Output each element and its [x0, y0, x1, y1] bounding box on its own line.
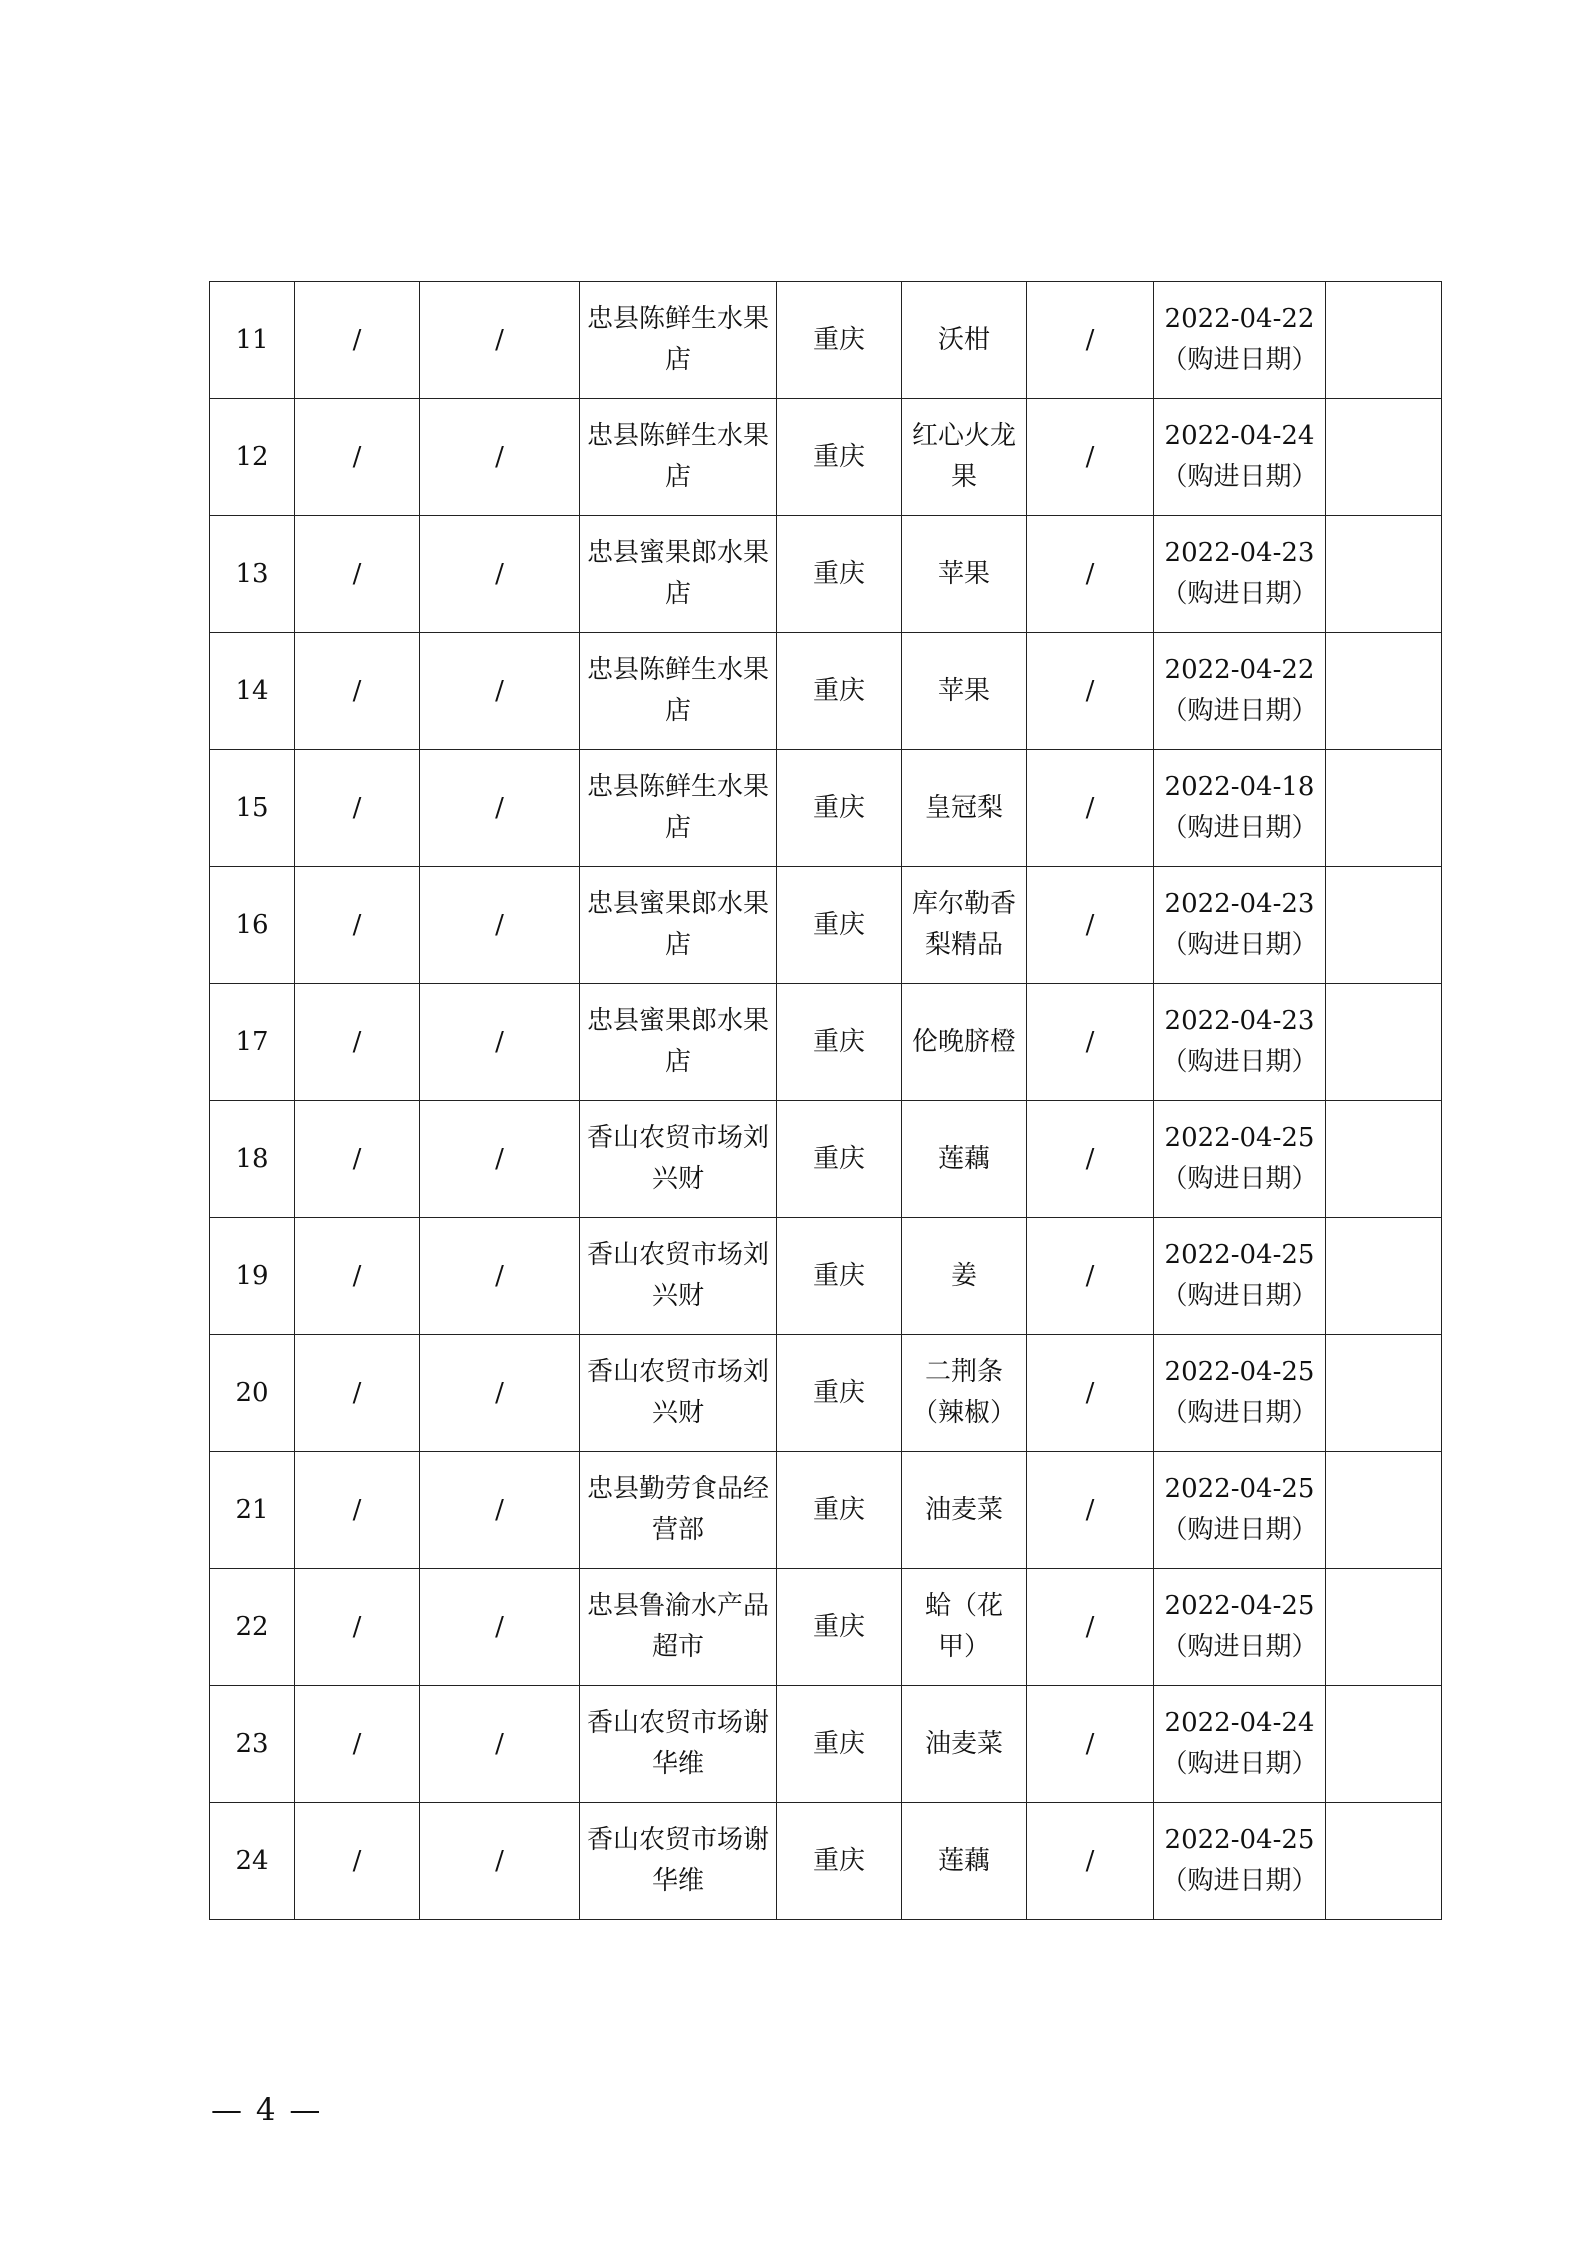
- purchase-date-cell: [1154, 1569, 1326, 1686]
- remark-cell: [1326, 1452, 1442, 1569]
- store-name: 忠县陈鲜生水果店: [580, 282, 777, 399]
- table-row: [210, 1452, 1442, 1569]
- table-row: [210, 984, 1442, 1101]
- product-name: 二荆条（辣椒）: [902, 1335, 1027, 1452]
- empty-slash-cell: /: [295, 1335, 420, 1452]
- region: 重庆: [777, 1803, 902, 1920]
- date-note: （购进日期）: [1161, 1398, 1318, 1428]
- remark-cell: [1326, 399, 1442, 516]
- remark-cell: [1326, 867, 1442, 984]
- purchase-date: 2022-04-25: [1164, 1240, 1315, 1270]
- product-name: 红心火龙果: [902, 399, 1027, 516]
- empty-slash-cell: /: [420, 750, 580, 867]
- purchase-date: 2022-04-18: [1164, 772, 1315, 802]
- store-name: 忠县陈鲜生水果店: [580, 750, 777, 867]
- store-name: 忠县陈鲜生水果店: [580, 633, 777, 750]
- purchase-date-cell: [1154, 1101, 1326, 1218]
- product-name: 莲藕: [902, 1803, 1027, 1920]
- table-row: [210, 1335, 1442, 1452]
- empty-slash-cell: /: [420, 867, 580, 984]
- empty-slash-cell: /: [420, 1452, 580, 1569]
- empty-slash-cell: /: [1027, 750, 1154, 867]
- empty-slash-cell: /: [420, 1335, 580, 1452]
- region: 重庆: [777, 867, 902, 984]
- date-note: （购进日期）: [1161, 1281, 1318, 1311]
- purchase-date: 2022-04-23: [1164, 1006, 1315, 1036]
- date-note: （购进日期）: [1161, 930, 1318, 960]
- table-row: [210, 516, 1442, 633]
- purchase-date-cell: [1154, 1686, 1326, 1803]
- region: 重庆: [777, 1335, 902, 1452]
- empty-slash-cell: /: [1027, 1218, 1154, 1335]
- purchase-date-cell: [1154, 1452, 1326, 1569]
- purchase-date-cell: [1154, 750, 1326, 867]
- product-name: 库尔勒香梨精品: [902, 867, 1027, 984]
- row-number: 17: [210, 984, 295, 1101]
- row-number: 12: [210, 399, 295, 516]
- page-number: — 4 —: [211, 2092, 323, 2128]
- purchase-date: 2022-04-22: [1164, 304, 1315, 334]
- table-row: [210, 1686, 1442, 1803]
- purchase-date: 2022-04-24: [1164, 1708, 1315, 1738]
- purchase-date: 2022-04-25: [1164, 1123, 1315, 1153]
- row-number: 22: [210, 1569, 295, 1686]
- row-number: 19: [210, 1218, 295, 1335]
- empty-slash-cell: /: [295, 399, 420, 516]
- purchase-date-cell: [1154, 633, 1326, 750]
- purchase-date-cell: [1154, 1803, 1326, 1920]
- empty-slash-cell: /: [420, 399, 580, 516]
- product-name: 皇冠梨: [902, 750, 1027, 867]
- empty-slash-cell: /: [1027, 1686, 1154, 1803]
- purchase-date-cell: [1154, 399, 1326, 516]
- empty-slash-cell: /: [295, 1101, 420, 1218]
- region: 重庆: [777, 1569, 902, 1686]
- purchase-date-cell: [1154, 1335, 1326, 1452]
- store-name: 香山农贸市场刘兴财: [580, 1218, 777, 1335]
- empty-slash-cell: /: [1027, 1335, 1154, 1452]
- purchase-date: 2022-04-22: [1164, 655, 1315, 685]
- store-name: 忠县蜜果郎水果店: [580, 984, 777, 1101]
- empty-slash-cell: /: [420, 633, 580, 750]
- region: 重庆: [777, 1686, 902, 1803]
- table-row: [210, 399, 1442, 516]
- empty-slash-cell: /: [295, 1803, 420, 1920]
- table-row: [210, 1218, 1442, 1335]
- store-name: 忠县陈鲜生水果店: [580, 399, 777, 516]
- purchase-date-cell: [1154, 1218, 1326, 1335]
- store-name: 忠县鲁渝水产品超市: [580, 1569, 777, 1686]
- empty-slash-cell: /: [420, 1218, 580, 1335]
- table-body: [210, 282, 1442, 1920]
- remark-cell: [1326, 1569, 1442, 1686]
- region: 重庆: [777, 516, 902, 633]
- product-name: 伦晚脐橙: [902, 984, 1027, 1101]
- row-number: 14: [210, 633, 295, 750]
- store-name: 香山农贸市场刘兴财: [580, 1101, 777, 1218]
- remark-cell: [1326, 633, 1442, 750]
- remark-cell: [1326, 1218, 1442, 1335]
- date-note: （购进日期）: [1161, 1632, 1318, 1662]
- date-note: （购进日期）: [1161, 1866, 1318, 1896]
- table-row: [210, 282, 1442, 399]
- region: 重庆: [777, 282, 902, 399]
- date-note: （购进日期）: [1161, 1164, 1318, 1194]
- empty-slash-cell: /: [295, 1686, 420, 1803]
- remark-cell: [1326, 750, 1442, 867]
- purchase-date: 2022-04-24: [1164, 421, 1315, 451]
- date-note: （购进日期）: [1161, 813, 1318, 843]
- table-row: [210, 750, 1442, 867]
- product-name: 沃柑: [902, 282, 1027, 399]
- purchase-date: 2022-04-25: [1164, 1591, 1315, 1621]
- empty-slash-cell: /: [1027, 1569, 1154, 1686]
- purchase-date: 2022-04-23: [1164, 889, 1315, 919]
- product-name: 油麦菜: [902, 1452, 1027, 1569]
- purchase-date: 2022-04-25: [1164, 1357, 1315, 1387]
- remark-cell: [1326, 282, 1442, 399]
- date-note: （购进日期）: [1161, 696, 1318, 726]
- table-row: [210, 1803, 1442, 1920]
- empty-slash-cell: /: [295, 282, 420, 399]
- remark-cell: [1326, 516, 1442, 633]
- store-name: 香山农贸市场谢华维: [580, 1803, 777, 1920]
- table-row: [210, 1101, 1442, 1218]
- store-name: 忠县蜜果郎水果店: [580, 516, 777, 633]
- empty-slash-cell: /: [420, 1569, 580, 1686]
- region: 重庆: [777, 984, 902, 1101]
- empty-slash-cell: /: [1027, 867, 1154, 984]
- purchase-date-cell: [1154, 282, 1326, 399]
- empty-slash-cell: /: [295, 867, 420, 984]
- empty-slash-cell: /: [420, 1101, 580, 1218]
- row-number: 20: [210, 1335, 295, 1452]
- date-note: （购进日期）: [1161, 1749, 1318, 1779]
- purchase-date-cell: [1154, 867, 1326, 984]
- empty-slash-cell: /: [1027, 1452, 1154, 1569]
- empty-slash-cell: /: [295, 633, 420, 750]
- product-name: 苹果: [902, 633, 1027, 750]
- empty-slash-cell: /: [1027, 1803, 1154, 1920]
- region: 重庆: [777, 1452, 902, 1569]
- empty-slash-cell: /: [1027, 516, 1154, 633]
- date-note: （购进日期）: [1161, 345, 1318, 375]
- product-name: 苹果: [902, 516, 1027, 633]
- remark-cell: [1326, 984, 1442, 1101]
- store-name: 香山农贸市场刘兴财: [580, 1335, 777, 1452]
- row-number: 18: [210, 1101, 295, 1218]
- empty-slash-cell: /: [295, 1452, 420, 1569]
- purchase-date-cell: [1154, 516, 1326, 633]
- empty-slash-cell: /: [295, 516, 420, 633]
- region: 重庆: [777, 633, 902, 750]
- region: 重庆: [777, 750, 902, 867]
- empty-slash-cell: /: [1027, 282, 1154, 399]
- row-number: 13: [210, 516, 295, 633]
- row-number: 11: [210, 282, 295, 399]
- table-row: [210, 1569, 1442, 1686]
- date-note: （购进日期）: [1161, 1515, 1318, 1545]
- row-number: 24: [210, 1803, 295, 1920]
- empty-slash-cell: /: [295, 1218, 420, 1335]
- table-row: [210, 633, 1442, 750]
- empty-slash-cell: /: [295, 1569, 420, 1686]
- purchase-date: 2022-04-25: [1164, 1474, 1315, 1504]
- product-name: 蛤（花甲）: [902, 1569, 1027, 1686]
- empty-slash-cell: /: [1027, 984, 1154, 1101]
- remark-cell: [1326, 1101, 1442, 1218]
- remark-cell: [1326, 1803, 1442, 1920]
- empty-slash-cell: /: [295, 984, 420, 1101]
- remark-cell: [1326, 1335, 1442, 1452]
- empty-slash-cell: /: [420, 1686, 580, 1803]
- store-name: 忠县蜜果郎水果店: [580, 867, 777, 984]
- product-name: 油麦菜: [902, 1686, 1027, 1803]
- product-name: 莲藕: [902, 1101, 1027, 1218]
- row-number: 16: [210, 867, 295, 984]
- remark-cell: [1326, 1686, 1442, 1803]
- table-row: [210, 867, 1442, 984]
- region: 重庆: [777, 399, 902, 516]
- date-note: （购进日期）: [1161, 1047, 1318, 1077]
- empty-slash-cell: /: [1027, 1101, 1154, 1218]
- empty-slash-cell: /: [420, 282, 580, 399]
- inspection-table: [209, 281, 1442, 1920]
- row-number: 21: [210, 1452, 295, 1569]
- store-name: 忠县勤劳食品经营部: [580, 1452, 777, 1569]
- empty-slash-cell: /: [1027, 399, 1154, 516]
- purchase-date: 2022-04-23: [1164, 538, 1315, 568]
- empty-slash-cell: /: [420, 1803, 580, 1920]
- empty-slash-cell: /: [420, 984, 580, 1101]
- purchase-date-cell: [1154, 984, 1326, 1101]
- row-number: 23: [210, 1686, 295, 1803]
- date-note: （购进日期）: [1161, 462, 1318, 492]
- purchase-date: 2022-04-25: [1164, 1825, 1315, 1855]
- empty-slash-cell: /: [420, 516, 580, 633]
- date-note: （购进日期）: [1161, 579, 1318, 609]
- empty-slash-cell: /: [1027, 633, 1154, 750]
- store-name: 香山农贸市场谢华维: [580, 1686, 777, 1803]
- row-number: 15: [210, 750, 295, 867]
- empty-slash-cell: /: [295, 750, 420, 867]
- region: 重庆: [777, 1101, 902, 1218]
- product-name: 姜: [902, 1218, 1027, 1335]
- region: 重庆: [777, 1218, 902, 1335]
